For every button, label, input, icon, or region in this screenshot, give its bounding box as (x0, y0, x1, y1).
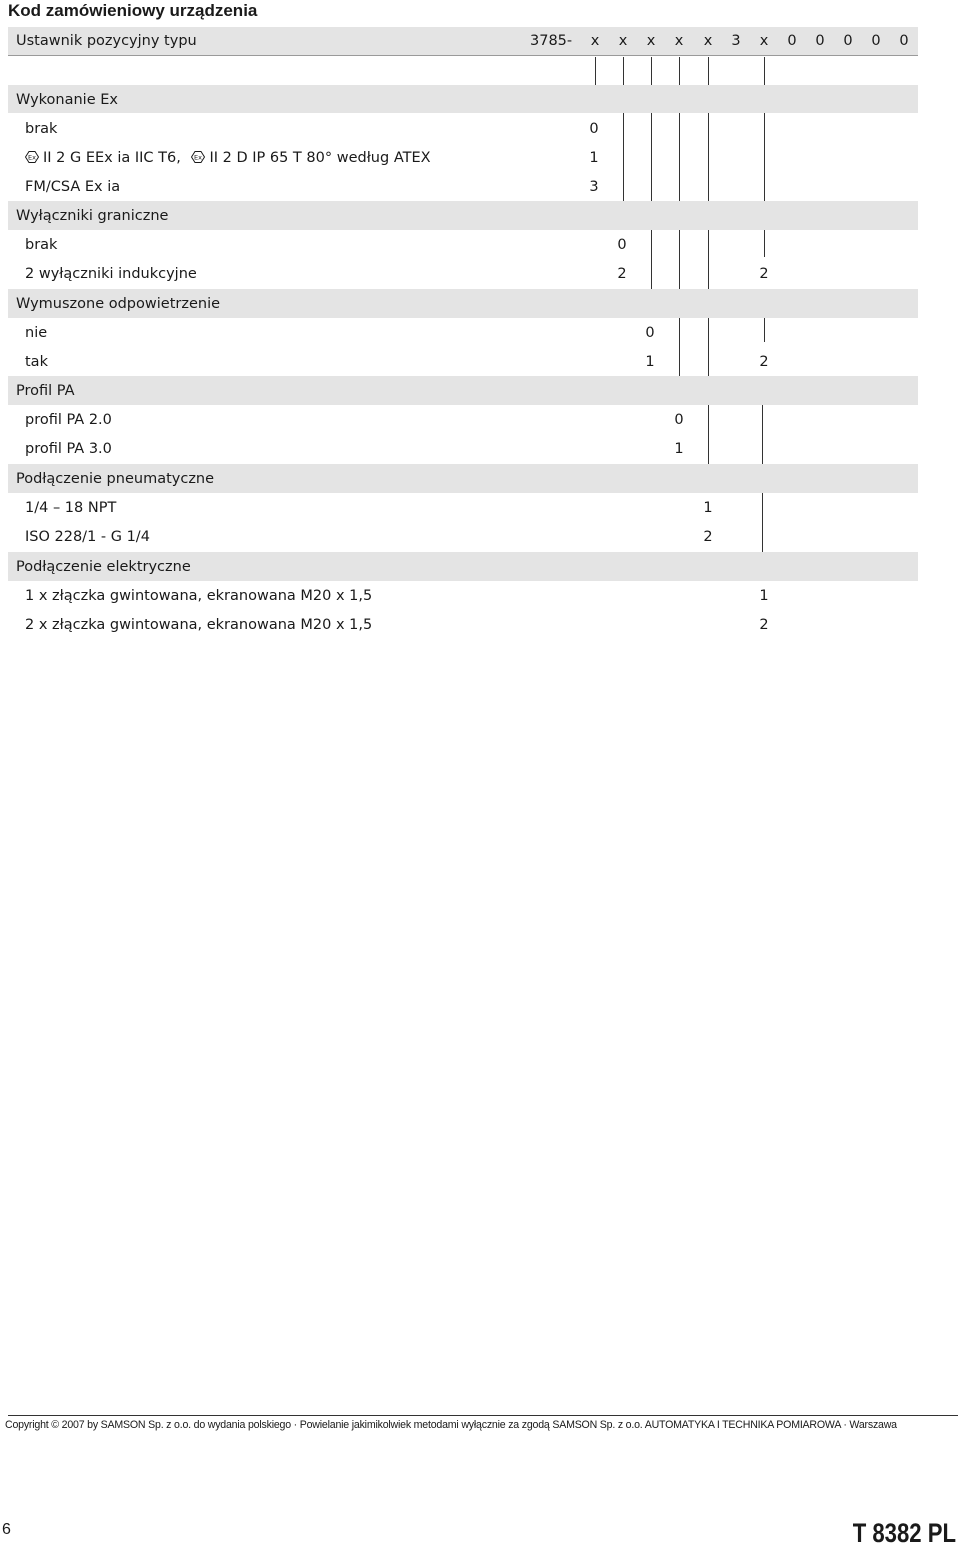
code-digit-3: x (646, 33, 656, 49)
option-label: 2 x złączka gwintowana, ekranowana M20 x 1,5 (25, 617, 373, 633)
option-label: profil PA 2.0 (25, 412, 112, 428)
option-value: 2 (617, 266, 627, 282)
section-header-profil-pa (8, 376, 918, 405)
section-heading: Wymuszone odpowietrzenie (16, 296, 221, 312)
option-value: 1 (759, 588, 769, 604)
code-digit-11: 0 (871, 33, 881, 49)
ex-atex-icon (191, 151, 205, 163)
code-digit-1: x (590, 33, 600, 49)
code-digit-4: x (674, 33, 684, 49)
option-label: ISO 228/1 - G 1/4 (25, 529, 150, 545)
code-digit-5: x (703, 33, 713, 49)
code-prefix: 3785- (530, 33, 573, 49)
header-label: Ustawnik pozycyjny typu (16, 33, 197, 49)
atex-dust-text: II 2 D IP 65 T 80° według ATEX (209, 150, 431, 166)
atex-gas-text: II 2 G EEx ia IIC T6, (43, 150, 181, 166)
section-heading: Podłączenie pneumatyczne (16, 471, 215, 487)
option-label: 1/4 – 18 NPT (25, 500, 117, 516)
footer-rule (8, 1415, 958, 1416)
option-label: tak (25, 354, 48, 370)
section-heading: Wyłączniki graniczne (16, 208, 169, 224)
option-value: 2 (759, 617, 769, 633)
option-value-extra: 2 (759, 354, 769, 370)
document-id: T 8382 PL (852, 1518, 956, 1548)
option-label: 2 wyłączniki indukcyjne (25, 266, 197, 282)
option-value: 1 (703, 500, 713, 516)
code-digit-6: 3 (731, 33, 741, 49)
code-digit-12: 0 (899, 33, 909, 49)
option-label: brak (25, 121, 58, 137)
option-label-atex (25, 148, 431, 168)
option-value: 0 (645, 325, 655, 341)
option-label: FM/CSA Ex ia (25, 179, 121, 195)
option-label: 1 x złączka gwintowana, ekranowana M20 x 1,5 (25, 588, 373, 604)
option-value: 1 (674, 441, 684, 457)
section-heading: Wykonanie Ex (16, 92, 118, 108)
ex-atex-icon (25, 151, 39, 163)
code-digit-10: 0 (843, 33, 853, 49)
copyright-text: Copyright © 2007 by SAMSON Sp. z o.o. do wydania polskiego · Powielanie jakimikolwiek metodami wyłącznie za zgodą SAMSON Sp. z o.o. AUTOMATYKA I TECHNIKA POMIAROWA · Warszawa (5, 1419, 897, 1431)
option-label: profil PA 3.0 (25, 441, 112, 457)
header-rule (8, 55, 918, 56)
option-value: 1 (589, 150, 599, 166)
option-value: 0 (617, 237, 627, 253)
code-digit-2: x (618, 33, 628, 49)
option-value: 1 (645, 354, 655, 370)
option-value-extra: 2 (759, 266, 769, 282)
connector-line-7b (764, 318, 765, 342)
option-label: brak (25, 237, 58, 253)
option-value: 0 (589, 121, 599, 137)
page-title: Kod zamówieniowy urządzenia (8, 1, 258, 20)
section-heading: Podłączenie elektryczne (16, 559, 191, 575)
section-header-ex (8, 85, 918, 113)
code-digit-8: 0 (787, 33, 797, 49)
code-digit-7: x (759, 33, 769, 49)
svg-text:Ex: Ex (28, 153, 36, 162)
option-value: 2 (703, 529, 713, 545)
option-label: nie (25, 325, 48, 341)
connector-line-5 (708, 57, 709, 492)
svg-text:Ex: Ex (194, 153, 203, 162)
section-heading: Profil PA (16, 383, 75, 399)
code-digit-9: 0 (815, 33, 825, 49)
page-number: 6 (2, 1521, 11, 1538)
option-value: 3 (589, 179, 599, 195)
option-value: 0 (674, 412, 684, 428)
